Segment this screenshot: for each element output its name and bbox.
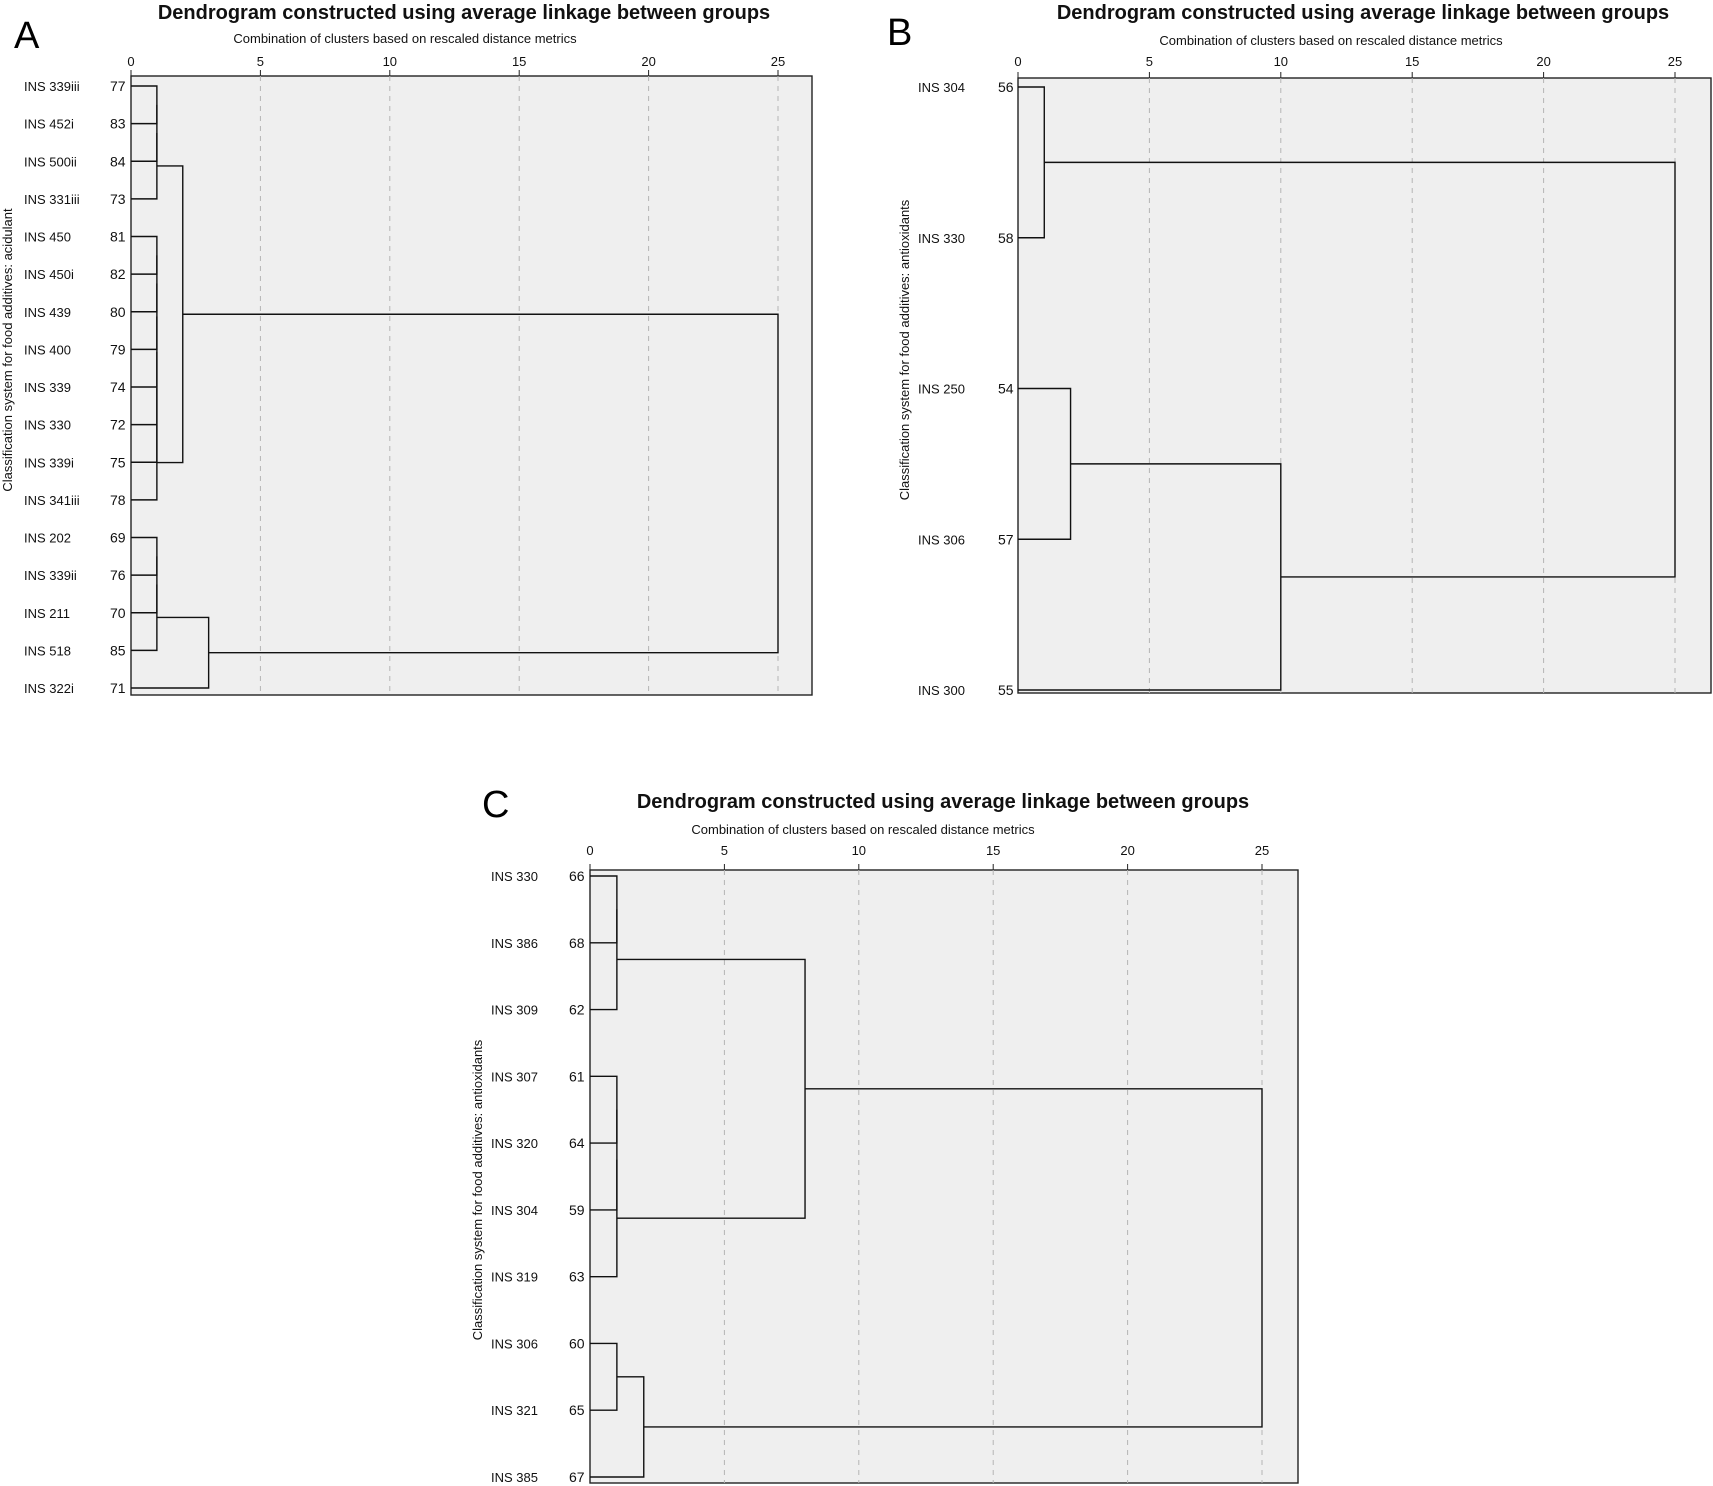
leaf-name: INS 518 — [24, 643, 71, 659]
tick-label: 20 — [641, 54, 656, 69]
leaf-id: 74 — [110, 379, 126, 395]
tick-label: 10 — [1273, 54, 1289, 69]
leaf-id: 84 — [110, 153, 126, 170]
leaf-name: INS 330 — [491, 869, 538, 884]
leaf-name: INS 306 — [491, 1336, 538, 1352]
leaf-name: INS 341iii — [24, 492, 80, 508]
leaf-name: INS 500ii — [24, 154, 77, 170]
panel-letter: C — [482, 784, 510, 826]
leaf-id: 81 — [110, 228, 126, 245]
tick-label: 25 — [770, 54, 786, 69]
leaf-id: 83 — [110, 115, 126, 132]
leaf-name: INS 304 — [918, 80, 965, 95]
leaf-name: INS 386 — [491, 935, 538, 951]
leaf-name: INS 339iii — [24, 79, 80, 94]
tick-label: 25 — [1254, 843, 1270, 858]
leaf-name: INS 400 — [24, 342, 71, 358]
tick-label: 0 — [1014, 54, 1022, 69]
leaf-id: 75 — [110, 454, 126, 471]
plot-area — [24, 54, 812, 696]
leaf-name: INS 320 — [491, 1136, 538, 1152]
leaf-id: 77 — [110, 78, 126, 94]
tick-label: 15 — [985, 843, 1001, 858]
leaf-name: INS 322i — [24, 681, 74, 696]
leaf-id: 65 — [569, 1402, 585, 1419]
tick-label: 5 — [720, 843, 729, 858]
leaf-id: 85 — [110, 642, 126, 659]
leaf-name: INS 331iii — [24, 191, 80, 207]
tick-label: 15 — [511, 54, 527, 69]
leaf-id: 66 — [569, 868, 585, 884]
panel-a — [0, 2, 812, 696]
leaf-id: 57 — [998, 531, 1014, 548]
plot-frame — [590, 870, 1298, 1483]
leaf-name: INS 250 — [918, 381, 965, 397]
leaf-id: 73 — [110, 190, 126, 207]
tick-label: 0 — [586, 843, 594, 858]
chart-title: Dendrogram constructed using average linkage between groups — [157, 2, 771, 24]
leaf-id: 56 — [998, 79, 1014, 95]
chart-title: Dendrogram constructed using average linkage between groups — [636, 791, 1250, 813]
leaf-id: 68 — [569, 934, 585, 951]
leaf-id: 54 — [998, 380, 1014, 397]
tick-label: 5 — [1145, 54, 1154, 69]
leaf-name: INS 339 — [24, 380, 71, 395]
tick-label: 20 — [1120, 843, 1135, 858]
tick-label: 10 — [382, 54, 398, 69]
x-axis-label: Combination of clusters based on rescaled distance metrics — [233, 31, 577, 46]
panel-b — [887, 2, 1711, 698]
leaf-name: INS 330 — [918, 230, 965, 246]
leaf-name: INS 309 — [491, 1002, 538, 1018]
tick-label: 25 — [1667, 54, 1683, 69]
leaf-id: 69 — [110, 529, 126, 546]
leaf-id: 60 — [569, 1335, 585, 1352]
leaf-id: 79 — [110, 341, 126, 358]
panel-letter: B — [887, 12, 913, 54]
x-axis-label: Combination of clusters based on rescaled distance metrics — [691, 822, 1035, 837]
leaf-name: INS 450 — [24, 229, 71, 245]
leaf-name: INS 321 — [491, 1403, 538, 1419]
leaf-id: 78 — [110, 491, 126, 508]
leaf-id: 70 — [110, 604, 126, 621]
leaf-name: INS 211 — [24, 605, 71, 621]
leaf-name: INS 450i — [24, 267, 74, 283]
y-axis-label: Classification system for food additives: antioxidants — [470, 1039, 485, 1341]
leaf-name: INS 307 — [491, 1069, 538, 1085]
leaf-id: 76 — [110, 567, 126, 584]
leaf-id: 58 — [998, 229, 1014, 246]
y-axis-label: Classification system for food additives: antioxidants — [897, 199, 912, 501]
leaf-id: 62 — [569, 1001, 585, 1018]
leaf-name: INS 304 — [491, 1202, 538, 1218]
leaf-name: INS 330 — [24, 417, 71, 433]
panel-c — [470, 784, 1298, 1485]
leaf-id: 72 — [110, 416, 126, 433]
leaf-id: 61 — [569, 1068, 585, 1085]
leaf-id: 55 — [998, 682, 1014, 698]
leaf-name: INS 339i — [24, 455, 74, 471]
leaf-id: 67 — [569, 1469, 585, 1485]
leaf-name: INS 306 — [918, 532, 965, 548]
leaf-name: INS 319 — [491, 1269, 538, 1285]
leaf-id: 64 — [569, 1135, 585, 1152]
panel-letter: A — [14, 15, 40, 57]
tick-label: 10 — [851, 843, 867, 858]
tick-label: 20 — [1536, 54, 1551, 69]
tick-label: 0 — [127, 54, 135, 69]
plot-area — [918, 54, 1711, 698]
plot-frame — [131, 76, 812, 695]
leaf-name: INS 439 — [24, 304, 71, 320]
y-axis-label: Classification system for food additives: acidulant — [0, 208, 15, 492]
leaf-name: INS 300 — [918, 683, 965, 698]
x-axis-label: Combination of clusters based on rescaled distance metrics — [1159, 33, 1503, 48]
plot-area — [491, 843, 1298, 1485]
leaf-id: 80 — [110, 303, 126, 320]
leaf-id: 63 — [569, 1268, 585, 1285]
leaf-id: 71 — [110, 680, 126, 696]
leaf-name: INS 385 — [491, 1470, 538, 1485]
leaf-id: 59 — [569, 1201, 585, 1218]
tick-label: 15 — [1404, 54, 1420, 69]
leaf-name: INS 452i — [24, 116, 74, 132]
leaf-name: INS 202 — [24, 530, 71, 546]
plot-frame — [1018, 78, 1711, 693]
leaf-id: 82 — [110, 266, 126, 283]
chart-title: Dendrogram constructed using average linkage between groups — [1056, 2, 1670, 24]
tick-label: 5 — [256, 54, 265, 69]
leaf-name: INS 339ii — [24, 568, 77, 584]
